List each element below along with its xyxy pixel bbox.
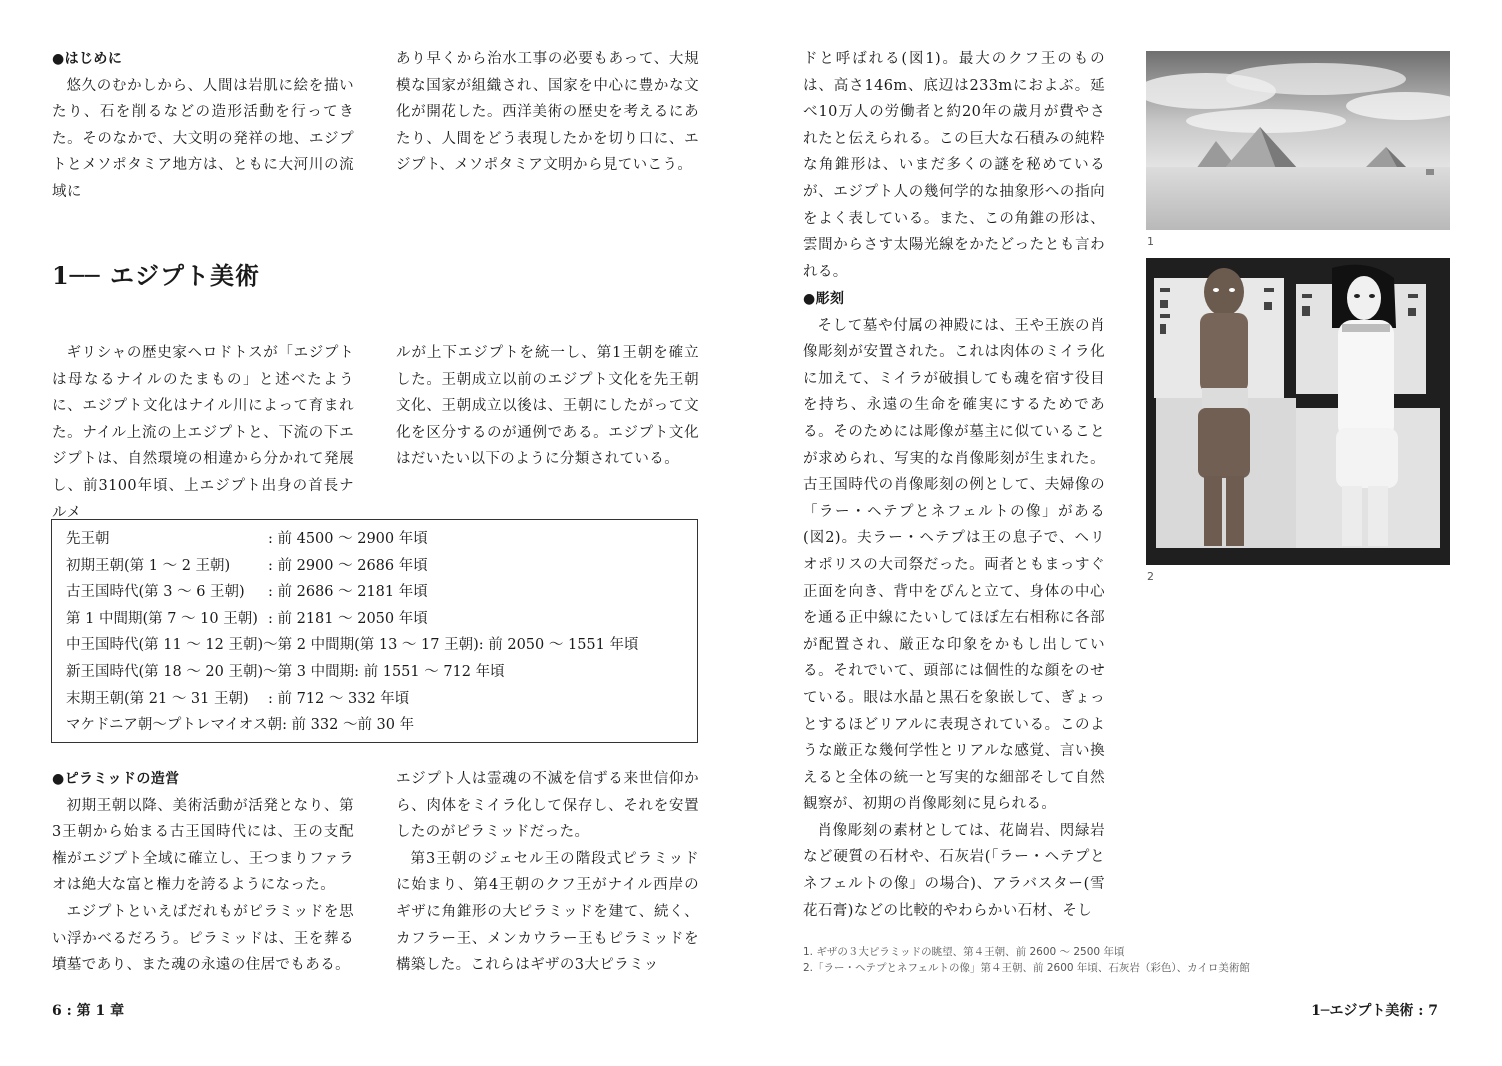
period-name: 新王国時代(第 18 ～ 20 王朝)～第 3 中間期 — [66, 663, 355, 680]
chapter-title: 1── エジプト美術 — [52, 261, 260, 290]
figure-captions — [803, 944, 1250, 976]
period-table — [51, 519, 698, 743]
section-paragraph-cont: ルが上下エジプトを統一し、第1王朝を確立した。王朝成立以前のエジプト文化を先王朝文化、王朝成立以後は、王朝にしたがって文化を区分するのが通例である。エジプト文化はだいたい以下のように分類されている。 — [396, 345, 699, 468]
period-date: : 前 2050 ～ 1551 年頃 — [478, 637, 639, 654]
pyramid-paragraph: エジプトといえばだれもがピラミッドを思い浮かべるだろう。ピラミッドは、王を葬る墳墓であり、また魂の永遠の住居でもある。 — [52, 903, 354, 974]
period-date: : 前 712 ～ 332 年頃 — [268, 690, 410, 707]
period-date: : 前 332 ～前 30 年 — [282, 717, 415, 734]
period-name: マケドニア朝～プトレマイオス朝 — [66, 717, 283, 734]
period-row — [66, 606, 697, 633]
right-column-top — [803, 46, 1105, 285]
period-row — [66, 712, 697, 739]
section-paragraph: ギリシャの歴史家ヘロドトスが「エジプトは母なるナイルのたまもの」と述べたように、エジプト文化はナイル川によって育まれた。ナイル上流の上エジプトと、下流の下エジプトは、自然環境の相違から分かれて発展し、前3100年頃、上エジプト出身の首長ナルメ — [52, 345, 354, 521]
period-row — [66, 686, 697, 713]
intro-column-1 — [52, 46, 354, 206]
right-page — [751, 0, 1502, 1066]
left-folio: 6 : 第 1 章 — [52, 1003, 125, 1019]
period-name: 末期王朝(第 21 ～ 31 王朝) — [66, 690, 249, 707]
period-row — [66, 553, 697, 580]
sculpture-paragraph: 肖像彫刻の素材としては、花崗岩、閃緑岩など硬質の石材や、石灰岩(「ラー・ヘテプとネフェルトの像」の場合)、アラバスター(雪花石膏)などの比較的やわらかい石材、そし — [803, 822, 1105, 919]
pyramid-column-1 — [52, 766, 354, 979]
period-row — [66, 632, 697, 659]
pyramid-paragraph-cont: エジプト人は霊魂の不滅を信ずる来世信仰から、肉体をミイラ化して保存し、それを安置したのがピラミッドだった。 — [396, 771, 699, 841]
sculpture-paragraph: そして墓や付属の神殿には、王や王族の肖像彫刻が安置された。これは肉体のミイラ化に加えて、ミイラが破損しても魂を宿す役目を持ち、永遠の生命を確実にするためである。そのためには彫像が墓主に似ていることが求められ、写実的な肖像彫刻が生まれた。古王国時代の肖像彫刻の例として、夫婦像の「ラー・ヘテプとネフェルトの像」がある(図2)。夫ラー・ヘテプは王の息子で、ヘリオポリスの大司祭だった。両者ともまっすぐ正面を向き、背中をぴんと立て、身体の中心を通る正中線にたいしてほぼ左右相称に各部が配置され、厳正な印象をかもし出している。それでいて、頭部には個性的な顔をのせている。眼は水晶と黒石を象嵌して、ぎょっとするほどリアルに表現されている。このような厳正な幾何学性とリアルな感覚、言い換えると全体の統一と写実的な細部そして自然観察が、初期の肖像彫刻に見られる。 — [803, 317, 1105, 813]
period-date: : 前 2900 ～ 2686 年頃 — [268, 557, 428, 574]
figure-1-number: 1 — [1147, 235, 1154, 248]
pyramids-photo — [1146, 51, 1450, 230]
pyramid-heading: ●ピラミッドの造営 — [52, 771, 180, 787]
period-row — [66, 659, 697, 686]
caption-1: 1. ギザの３大ピラミッドの眺望、第４王朝、前 2600 ～ 2500 年頃 — [803, 946, 1125, 958]
pyramid-paragraph: 第3王朝のジェセル王の階段式ピラミッドに始まり、第4王朝のクフ王がナイル西岸のギザに角錐形の大ピラミッドを建て、続く、カフラー王、メンカウラー王もピラミッドを構築した。これらはギザの3大ピラミッ — [396, 850, 699, 974]
right-folio: 1─エジプト美術 : 7 — [1311, 1003, 1438, 1019]
figure-2-number: 2 — [1147, 570, 1154, 583]
sculpture-heading: ●彫刻 — [803, 291, 845, 307]
statues-illustration — [1146, 258, 1450, 565]
period-date: : 前 4500 ～ 2900 年頃 — [268, 531, 428, 547]
sculpture-column — [803, 286, 1105, 924]
period-row — [66, 579, 697, 606]
section-column-1 — [52, 340, 354, 526]
intro-paragraph: 悠久のむかしから、人間は岩肌に絵を描いたり、石を削るなどの造形活動を行ってきた。そのなかで、大文明の発祥の地、エジプトとメソポタミア地方は、ともに大河川の流域に — [52, 77, 354, 200]
period-name: 中王国時代(第 11 ～ 12 王朝)～第 2 中間期(第 13 ～ 17 王朝) — [66, 637, 479, 654]
period-name: 初期王朝(第 1 ～ 2 王朝) — [66, 557, 231, 574]
intro-paragraph-cont: あり早くから治水工事の必要もあって、大規模な国家が組織され、国家を中心に豊かな文化が開花した。西洋美術の歴史を考えるにあたり、人間をどう表現したかを切り口に、エジプト、メソポタミア文明から見ていこう。 — [396, 51, 699, 174]
period-date: : 前 2686 ～ 2181 年頃 — [268, 584, 428, 601]
period-row — [66, 526, 697, 553]
pyramids-illustration — [1146, 51, 1450, 230]
period-name: 第 1 中間期(第 7 ～ 10 王朝) — [66, 610, 258, 627]
caption-2: 2.「ラー・ヘテプとネフェルトの像」第４王朝、前 2600 年頃、石灰岩（彩色）、カイロ美術館 — [803, 962, 1250, 974]
intro-column-2 — [396, 46, 699, 179]
pyramid-paragraph-cont: ドと呼ばれる(図1)。最大のクフ王のものは、高さ146m、底辺は233mにおよぶ。延べ10万人の労働者と約20年の歳月が費やされたと伝えられる。この巨大な石積みの純粋な角錐形は、いまだ多くの謎を秘めているが、エジプト人の幾何学的な抽象形への指向をよく表している。また、この角錐の形は、雲間からさす太陽光線をかたどったとも言われる。 — [803, 51, 1105, 280]
pyramid-paragraph: 初期王朝以降、美術活動が活発となり、第3王朝から始まる古王国時代には、王の支配権がエジプト全域に確立し、王つまりファラオは絶大な富と権力を誇るようになった。 — [52, 797, 354, 894]
pyramid-column-2 — [396, 766, 699, 979]
section-column-2 — [396, 340, 699, 473]
period-name: 先王朝 — [66, 531, 110, 547]
period-date: : 前 1551 ～ 712 年頃 — [354, 663, 505, 680]
intro-heading: ●はじめに — [52, 51, 123, 67]
period-name: 古王国時代(第 3 ～ 6 王朝) — [66, 584, 245, 601]
statues-photo — [1146, 258, 1450, 565]
period-date: : 前 2181 ～ 2050 年頃 — [268, 610, 428, 627]
